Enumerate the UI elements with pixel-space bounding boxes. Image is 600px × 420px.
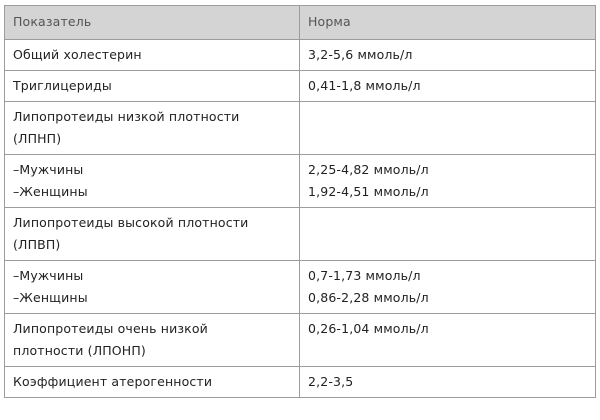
indicator-cell xyxy=(5,155,300,208)
indicator-text: (ЛПНП) xyxy=(13,131,62,146)
indicator-text-women: –Женщины xyxy=(13,290,88,305)
header-norm: Норма xyxy=(300,6,596,40)
table-row xyxy=(5,71,596,102)
table-row xyxy=(5,261,596,314)
indicator-text: Липопротеиды низкой плотности xyxy=(13,109,240,124)
indicator-text: Общий холестерин xyxy=(13,47,142,62)
indicator-text: (ЛПВП) xyxy=(13,237,61,252)
header-indicator: Показатель xyxy=(5,6,300,40)
table-row xyxy=(5,40,596,71)
table-row xyxy=(5,208,596,261)
indicator-text: Липопротеиды высокой плотности xyxy=(13,215,249,230)
indicator-cell xyxy=(5,40,300,71)
norm-value-men: 2,25-4,82 ммоль/л xyxy=(308,162,429,177)
norm-cell xyxy=(300,40,596,71)
norm-cell xyxy=(300,71,596,102)
norm-value: 0,26-1,04 ммоль/л xyxy=(308,321,429,336)
norm-value: 2,2-3,5 xyxy=(308,374,354,389)
indicator-text: Триглицериды xyxy=(13,78,112,93)
norm-cell-empty xyxy=(300,102,596,155)
indicator-text: Липопротеиды очень низкой xyxy=(13,321,208,336)
indicator-cell xyxy=(5,208,300,261)
norm-value-men: 0,7-1,73 ммоль/л xyxy=(308,268,421,283)
table-header-row xyxy=(5,6,596,40)
indicator-text-men: –Мужчины xyxy=(13,162,84,177)
norm-value-women: 0,86-2,28 ммоль/л xyxy=(308,290,429,305)
table-row xyxy=(5,367,596,398)
indicator-cell xyxy=(5,71,300,102)
norm-cell xyxy=(300,155,596,208)
indicator-text-women: –Женщины xyxy=(13,184,88,199)
norms-table-container xyxy=(4,5,595,398)
indicator-text-men: –Мужчины xyxy=(13,268,84,283)
norm-cell xyxy=(300,261,596,314)
lipid-norms-table xyxy=(4,5,596,398)
indicator-text: плотности (ЛПОНП) xyxy=(13,343,146,358)
norm-value: 0,41-1,8 ммоль/л xyxy=(308,78,421,93)
indicator-cell xyxy=(5,102,300,155)
norm-value: 3,2-5,6 ммоль/л xyxy=(308,47,413,62)
norm-cell-empty xyxy=(300,208,596,261)
indicator-cell xyxy=(5,261,300,314)
indicator-cell xyxy=(5,367,300,398)
indicator-cell xyxy=(5,314,300,367)
norm-cell xyxy=(300,367,596,398)
table-row xyxy=(5,155,596,208)
norm-value-women: 1,92-4,51 ммоль/л xyxy=(308,184,429,199)
table-row xyxy=(5,102,596,155)
table-row xyxy=(5,314,596,367)
indicator-text: Коэффициент атерогенности xyxy=(13,374,213,389)
norm-cell xyxy=(300,314,596,367)
